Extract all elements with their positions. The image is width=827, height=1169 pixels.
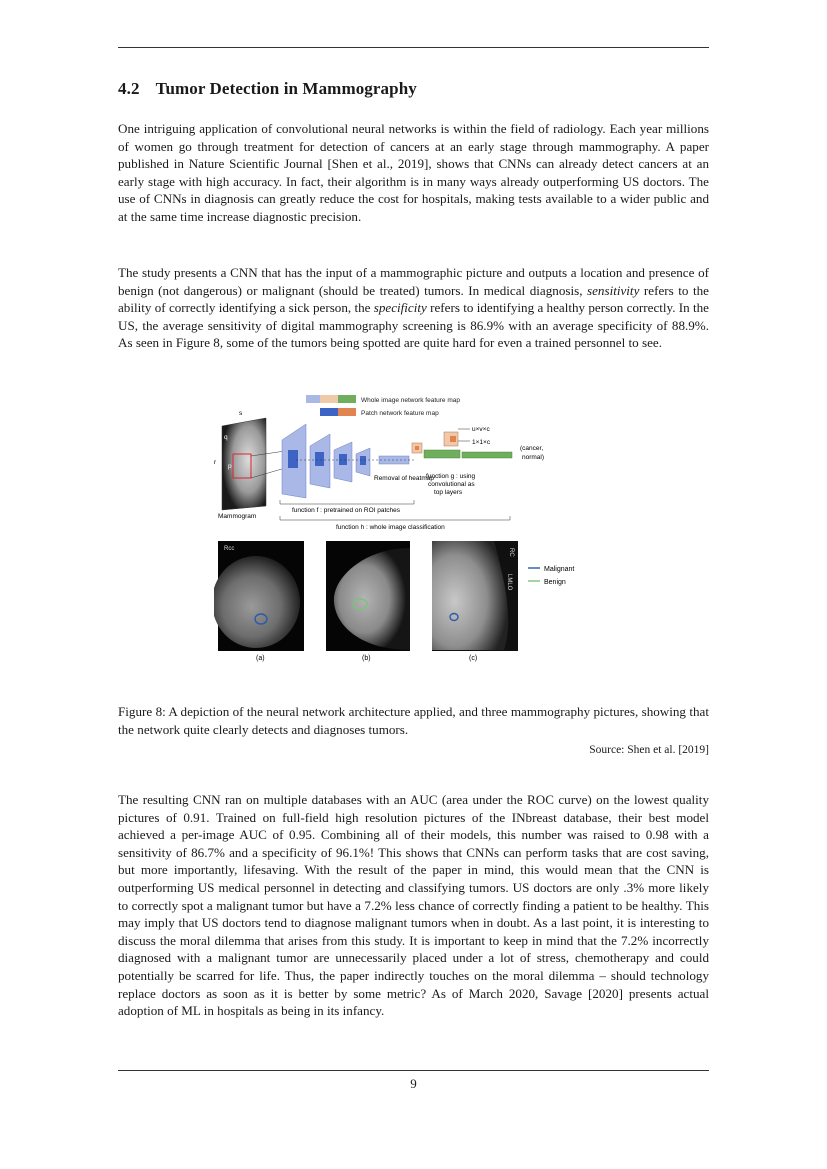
- section-title: Tumor Detection in Mammography: [155, 79, 417, 98]
- green-feature-2: [462, 452, 512, 458]
- conv-layer-4-patch: [360, 456, 366, 465]
- legend-patch-label: Patch network feature map: [361, 410, 439, 417]
- paragraph-study-text-3: refers to identifying a healthy person correctly. In the US, the average sensitivity of digital mammography screening is 86.9% with an average specificity of 88.9%. As seen in Figure 8, some of the tumors being spotted are quite hard for even a trained personnel to see.: [118, 300, 709, 351]
- label-func-g-3: top layers: [434, 489, 463, 496]
- brace-f: [280, 500, 414, 504]
- conv-layer-2-patch: [315, 452, 324, 466]
- label-r: r: [214, 459, 217, 466]
- legend-malignant-label: Malignant: [544, 566, 575, 573]
- label-s: s: [239, 410, 243, 417]
- top-layer-uvc-core: [450, 436, 456, 442]
- conv-layer-1-patch: [288, 450, 298, 468]
- paragraph-intro: One intriguing application of convolutional neural networks is within the field of radiology. Each year millions of women go through treatment for detection of cancers at an early stage through mammography. A paper published in Nature Scientific Journal [Shen et al., 2019], shows that CNNs can already detect cancers at an early stage with high accuracy. In fact, their algorithm is in many ways already outperforming US doctors. The use of CNNs in diagnosis can greatly reduce the cost for hospitals, making tests available to a wider public and at the same time increase diagnostic precision.: [118, 121, 709, 224]
- conv-layer-3-patch: [339, 454, 347, 465]
- green-feature-1: [424, 450, 460, 458]
- legend-benign-label: Benign: [544, 579, 566, 586]
- page-number: 9: [410, 1076, 417, 1091]
- label-func-g-2: convolutional as: [428, 481, 475, 488]
- panel-b-label: (b): [362, 655, 371, 662]
- paragraph-study: [118, 264, 709, 352]
- label-removal-heatmap: Removal of heatmap: [374, 475, 434, 482]
- panel-a-label: (a): [256, 655, 265, 662]
- legend-whole-orange: [320, 395, 338, 403]
- term-sensitivity: sensitivity: [587, 282, 640, 298]
- section-number: 4.2: [118, 79, 140, 98]
- legend-whole-green: [338, 395, 356, 403]
- label-mammogram: Mammogram: [218, 513, 257, 520]
- label-normal: normal): [522, 454, 545, 461]
- section-heading: [118, 79, 417, 99]
- brace-h: [280, 516, 510, 520]
- header-rule: [118, 47, 709, 48]
- legend-patch-orange: [338, 408, 356, 416]
- paragraph-results: The resulting CNN ran on multiple databases with an AUC (area under the ROC curve) on the lowest quality pictures of 0.91. Trained on full-field high resolution pictures of the INbreast database, their best model achieved a per-image AUC of 0.95. Combining all of their models, this number was raised to 0.98 with a sensitivity of 86.7% and a specificity of 96.1%! This shows that CNNs can perform tasks that are cost saving, but more importantly, lifesaving. With the result of the paper in mind, this would mean that the CNN is outperforming US medical personnel in detecting and classifying tumors. US doctors are only .3% more likely to correctly spot a malignant tumor but have a 7.2% less chance of correctly finding a patient to be healthy. This may imply that US doctors tend to diagnose malignant tumors when in doubt. As a last point, it is interesting to discuss the moral dilemma that arises from this study. It is important to keep in mind that the 7.2% incorrectly diagnosed with a malignant tumor are unnecessarily placed under a lot of stress, chemotherapy and could potentially be scarred for life. Thus, the paper indirectly touches on the moral dilemma – should technology replace doctors as soon as it is better by some metric? As of March 2020, Savage [2020] presents actual adoption of ML in hospitals as being in its infancy.: [118, 792, 709, 1019]
- figure-diagram: [214, 388, 594, 668]
- legend-whole-label: Whole image network feature map: [361, 397, 460, 404]
- footer-rule: [118, 1070, 709, 1071]
- label-func-g-1: function g : using: [426, 473, 476, 480]
- label-func-f: function f : pretrained on ROI patches: [292, 507, 401, 514]
- label-func-h: function h : whole image classification: [336, 524, 445, 531]
- label-11c: 1×1×c: [472, 439, 491, 446]
- mammogram-a-breast: [214, 556, 300, 648]
- figure-source: Source: Shen et al. [2019]: [589, 744, 709, 756]
- marker-a: Rcc: [224, 546, 235, 552]
- label-uvc: u×v×c: [472, 426, 490, 433]
- heatmap-core: [415, 446, 419, 450]
- legend-patch-blue: [320, 408, 338, 416]
- figure-caption: Figure 8: A depiction of the neural network architecture applied, and three mammography pictures, showing that the network quite clearly detects and diagnoses tumors.: [118, 704, 709, 737]
- label-p: p: [228, 463, 232, 470]
- paragraph-study-text-1: The study presents a CNN that has the input of a mammographic picture and outputs a location and presence of benign (not dangerous) or malignant (should be treated) tumors. In medical diagnosis,: [118, 265, 709, 298]
- marker-c-1: RC: [508, 548, 514, 557]
- figure-8: [214, 388, 594, 668]
- term-specificity: specificity: [373, 300, 427, 316]
- legend-whole-blue: [306, 395, 320, 403]
- label-q: q: [224, 434, 228, 441]
- marker-c-2: LMLO: [506, 574, 512, 591]
- mammogram-c-breast: [432, 541, 508, 650]
- panel-c-label: (c): [469, 655, 478, 662]
- paragraph-study-text-2: refers to the ability of correctly identifying a sick person, the: [118, 282, 709, 316]
- label-cancer: (cancer,: [520, 445, 544, 452]
